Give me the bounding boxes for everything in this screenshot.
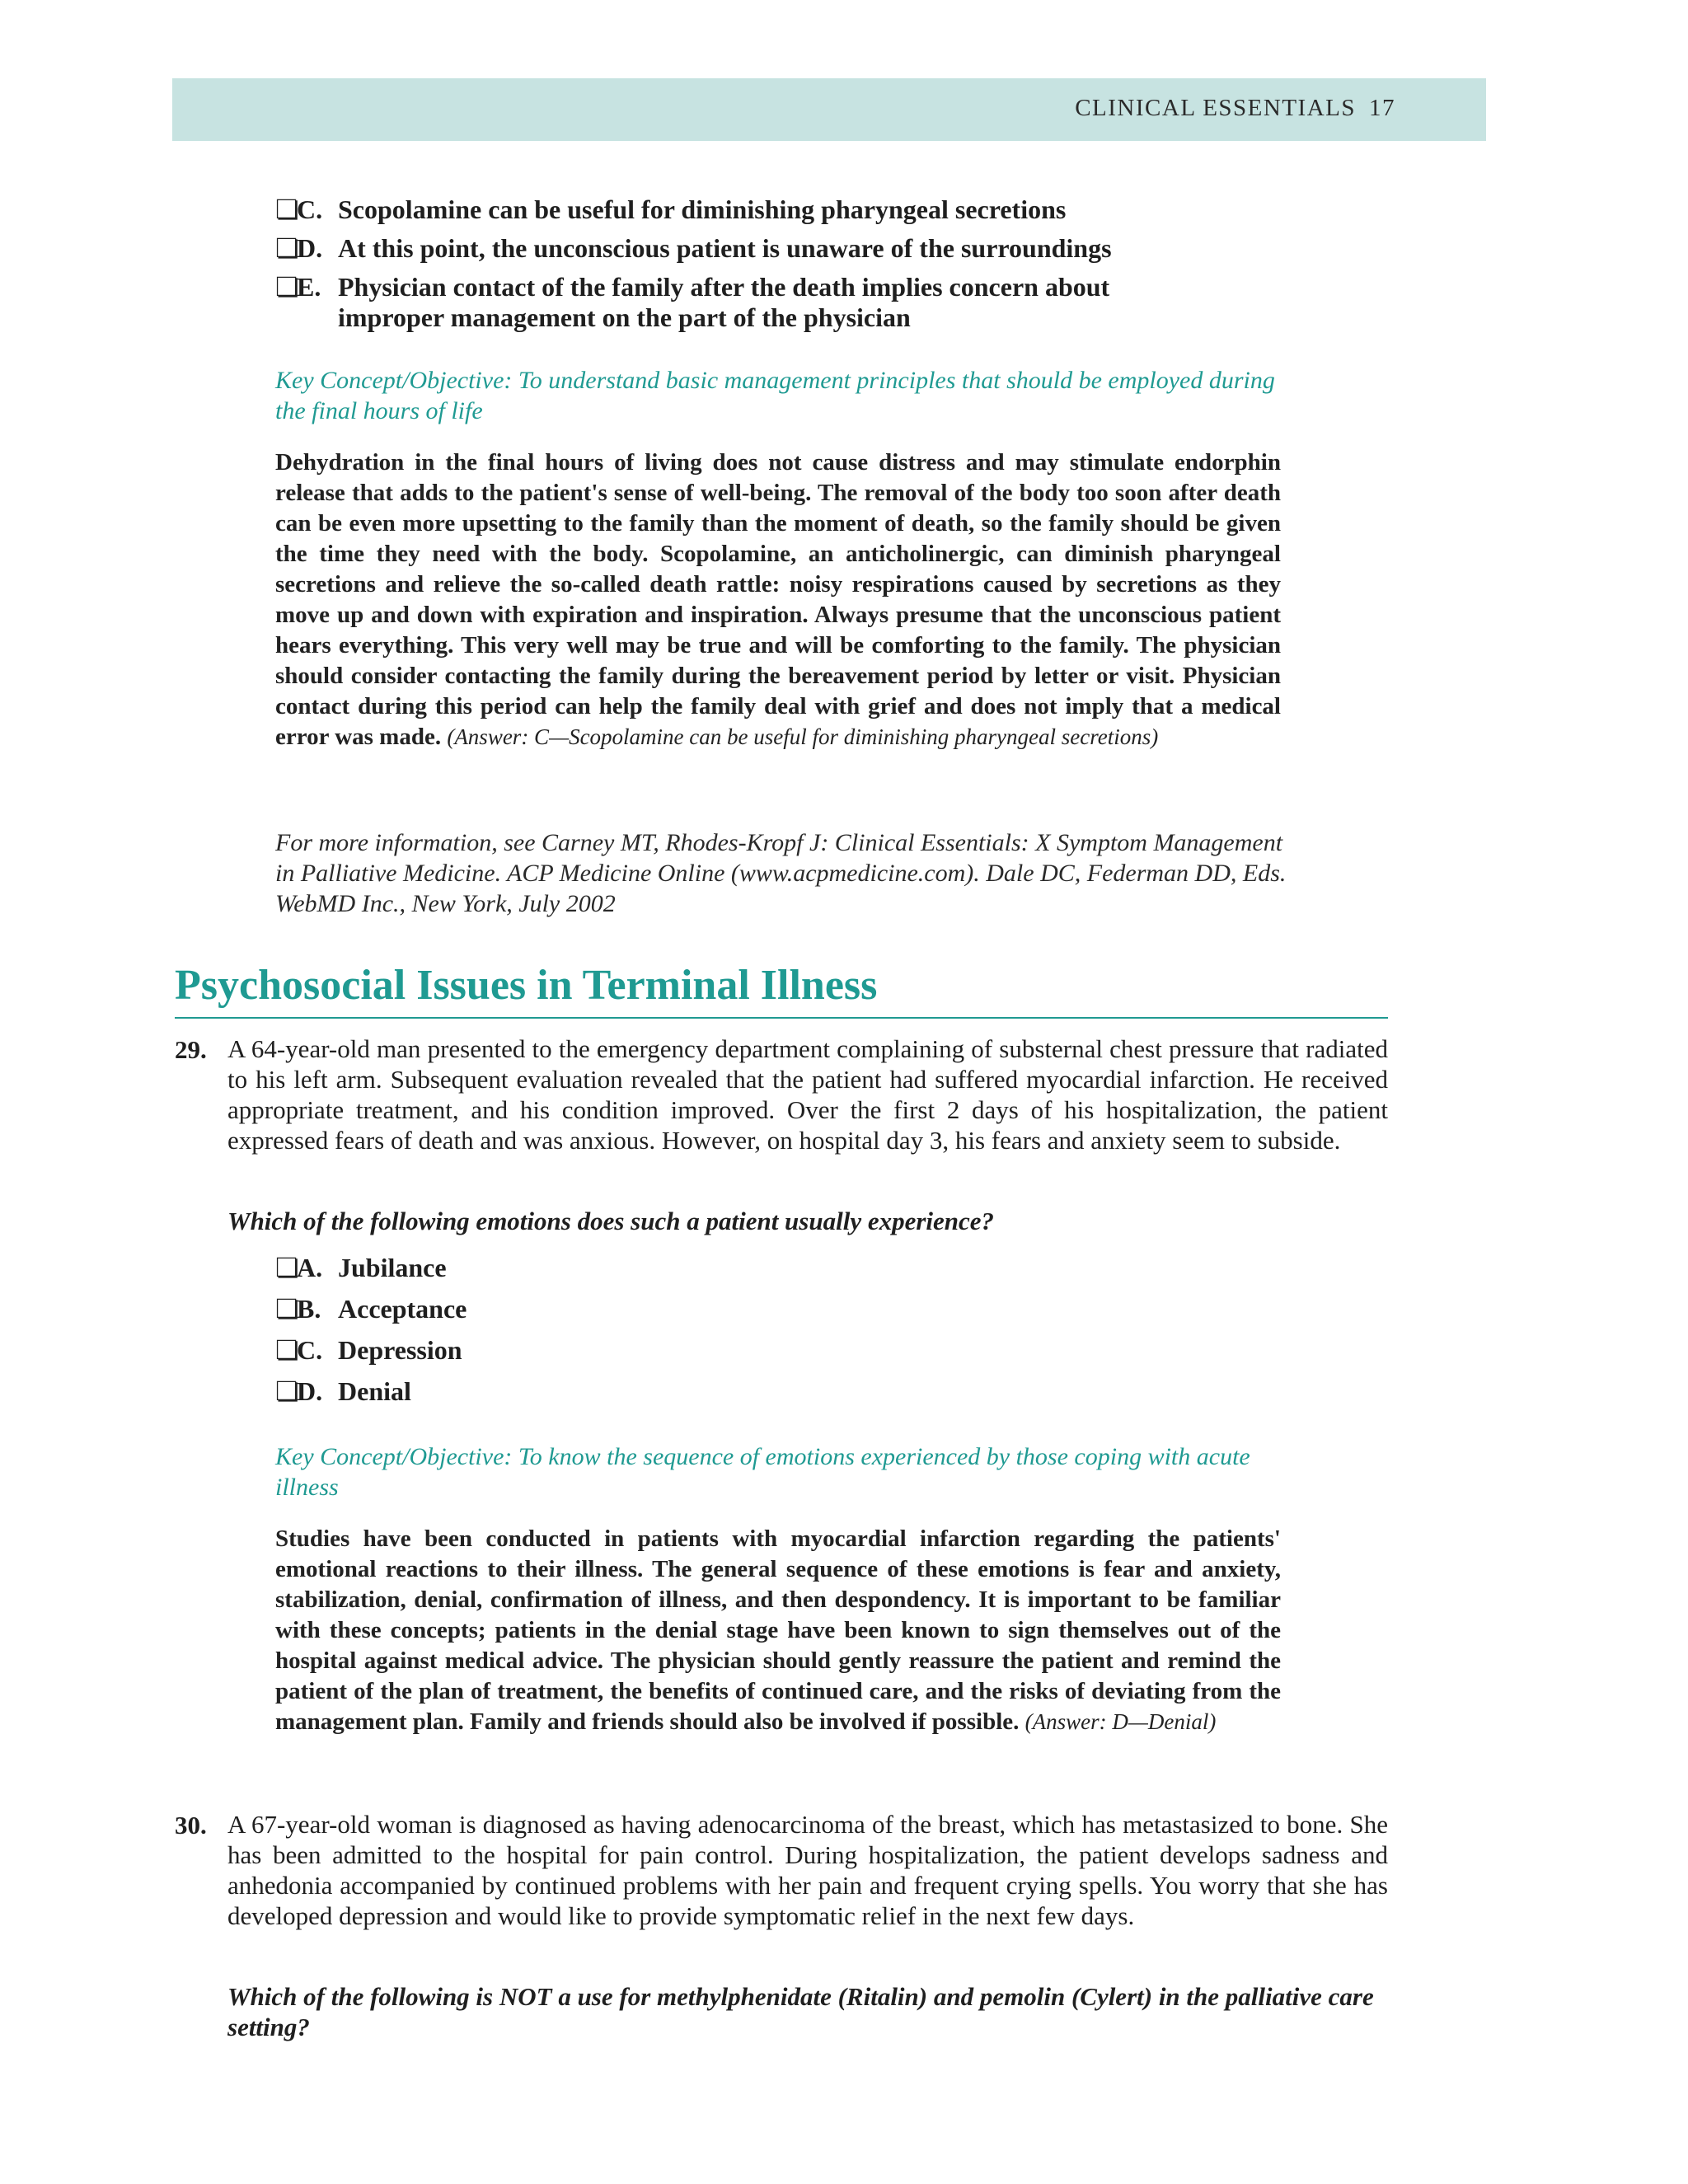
checkbox-icon[interactable]: ❏ xyxy=(275,1253,299,1282)
q29-option-c[interactable] xyxy=(275,1335,1203,1366)
q28-option-c[interactable] xyxy=(275,194,1203,225)
header-text xyxy=(1075,95,1395,122)
q29-explanation xyxy=(275,1524,1281,1737)
option-letter: A. xyxy=(297,1253,323,1282)
page-number: 17 xyxy=(1369,95,1395,121)
checkbox-icon[interactable]: ❏ xyxy=(275,1294,299,1324)
q28-option-e[interactable] xyxy=(275,272,1203,333)
q28-answer: (Answer: C—Scopolamine can be useful for diminishing pharyngeal secretions) xyxy=(447,724,1159,749)
header-section-name: CLINICAL ESSENTIALS xyxy=(1075,95,1356,121)
q29-option-b[interactable] xyxy=(275,1294,1203,1324)
option-text: Scopolamine can be useful for diminishing pharyngeal secretions xyxy=(338,194,1067,224)
q29-number: 29. xyxy=(175,1035,207,1064)
option-text: Physician contact of the family after the death implies concern about improper management on the part of the physician xyxy=(338,272,1110,332)
checkbox-icon[interactable]: ❏ xyxy=(275,1376,299,1406)
option-text: Jubilance xyxy=(338,1253,447,1282)
q30-number: 30. xyxy=(175,1811,207,1840)
checkbox-icon[interactable]: ❏ xyxy=(275,1335,299,1365)
option-letter: E. xyxy=(297,272,321,302)
section-title: Psychosocial Issues in Terminal Illness xyxy=(175,956,1388,1019)
q29-key-concept: Key Concept/Objective: To know the sequence of emotions experienced by those coping with acute illness xyxy=(275,1443,1250,1501)
q29-option-a[interactable] xyxy=(275,1253,1203,1283)
option-text: Depression xyxy=(338,1335,462,1365)
option-letter: D. xyxy=(297,1376,323,1406)
running-header xyxy=(172,78,1486,141)
q30-prompt: Which of the following is NOT a use for methylphenidate (Ritalin) and pemolin (Cylert) in the palliative care setting? xyxy=(227,1982,1374,2041)
q29-prompt: Which of the following emotions does such a patient usually experience? xyxy=(227,1207,995,1235)
checkbox-icon[interactable]: ❏ xyxy=(275,272,299,302)
q30-stem: A 67-year-old woman is diagnosed as having adenocarcinoma of the breast, which has metastasized to bone. She has been admitted to the hospital for pain control. During hospitalization, the patient develops sadness and anhedonia accompanied by continued problems with her pain and frequent crying spells. You worry that she has developed depression and would like to provide symptomatic relief in the next few days. xyxy=(227,1810,1388,1930)
checkbox-icon[interactable]: ❏ xyxy=(275,194,299,224)
q29-answer: (Answer: D—Denial) xyxy=(1025,1709,1217,1734)
option-letter: B. xyxy=(297,1294,321,1324)
q29-option-d[interactable] xyxy=(275,1376,1203,1407)
q29-stem: A 64-year-old man presented to the emergency department complaining of substernal chest pressure that radiated to his left arm. Subsequent evaluation revealed that the patient had suffered myocardial infarction. He received appropriate treatment, and his condition improved. Over the first 2 days of his hospitalization, the patient expressed fears of death and was anxious. However, on hospital day 3, his fears and anxiety seem to subside. xyxy=(227,1034,1388,1155)
reference-note: For more information, see Carney MT, Rhodes-Kropf J: Clinical Essentials: X Symptom Management in Palliative Medicine. ACP Medicine Online (www.acpmedicine.com). Dale DC, Federman DD, Eds. WebMD Inc., New York, July 2002 xyxy=(275,829,1287,917)
q28-explanation-text: Dehydration in the final hours of living does not cause distress and may stimulate endorphin release that adds to the patient's sense of well-being. The removal of the body too soon after death can be even more upsetting to the family than the moment of death, so the family should be given the time they need with the body. Scopolamine, an anticholinergic, can diminish pharyngeal secretions and relieve the so-called death rattle: noisy respirations caused by secretions as they move up and down with expiration and inspiration. Always presume that the unconscious patient hears everything. This very well may be true and will be comforting to the family. The physician should consider contacting the family during the bereavement period by letter or visit. Physician contact during this period can help the family deal with grief and does not imply that a medical error was made. xyxy=(275,449,1281,750)
option-text: Acceptance xyxy=(338,1294,467,1324)
option-text: Denial xyxy=(338,1376,411,1406)
q29-explanation-text: Studies have been conducted in patients with myocardial infarction regarding the patients' emotional reactions to their illness. The general sequence of these emotions is fear and anxiety, stabilization, denial, confirmation of illness, and then despondency. It is important to be familiar with these concepts; patients in the denial stage have been known to sign themselves out of the hospital against medical advice. The physician should gently reassure the patient and remind the patient of the plan of treatment, the benefits of continued care, and the risks of deviating from the management plan. Family and friends should also be involved if possible. xyxy=(275,1526,1281,1735)
option-letter: C. xyxy=(297,1335,323,1365)
q28-key-concept: Key Concept/Objective: To understand basic management principles that should be employed during the final hours of life xyxy=(275,367,1275,424)
option-letter: C. xyxy=(297,194,323,224)
q28-option-d[interactable] xyxy=(275,233,1203,264)
q28-explanation xyxy=(275,448,1281,752)
option-text: At this point, the unconscious patient is unaware of the surroundings xyxy=(338,233,1112,263)
option-letter: D. xyxy=(297,233,323,263)
checkbox-icon[interactable]: ❏ xyxy=(275,233,299,263)
